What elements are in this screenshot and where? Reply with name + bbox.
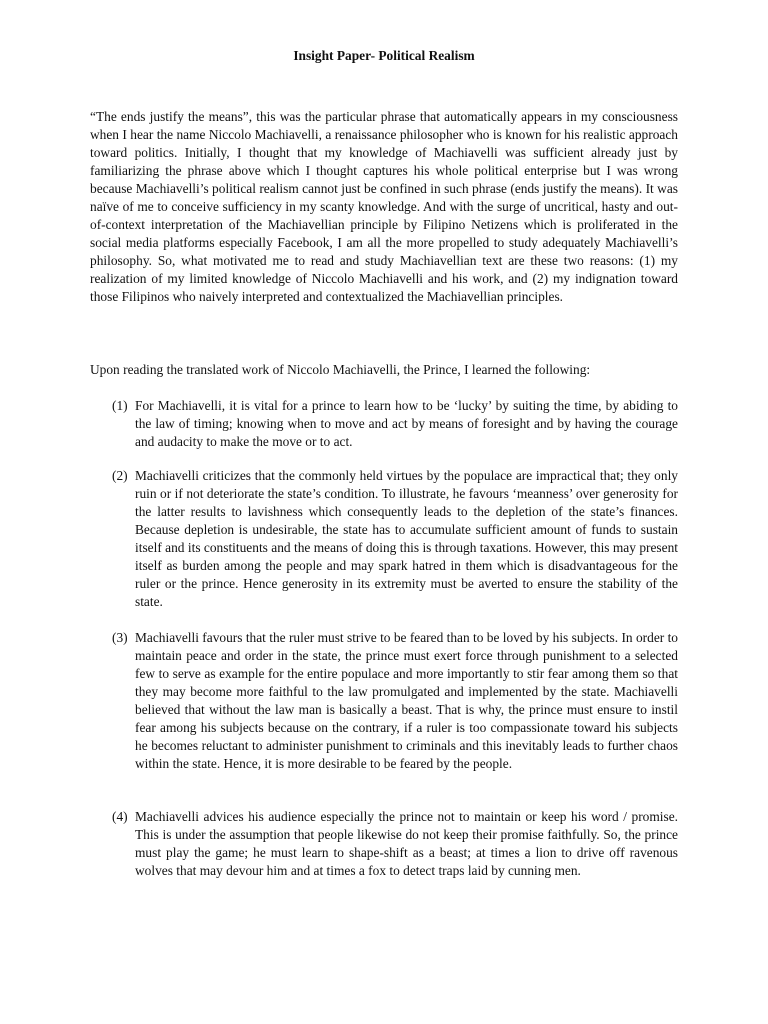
list-item-number: (4) xyxy=(112,809,128,824)
list-item-text: For Machiavelli, it is vital for a prince to learn how to be ‘lucky’ by suiting the time, by abiding to the law of timing; knowing when to move and act by means of foresight and by having the courage and audacity to make the move or to act. xyxy=(135,398,678,449)
list-item xyxy=(112,467,678,611)
list-item-text: Machiavelli criticizes that the commonly held virtues by the populace are impractical that; they only ruin or if not deteriorate the state’s condition. To illustrate, he favours ‘meanness’ over generosity for the latter results to lavishness which consequently leads to the depletion of the state’s finances. Because depletion is undesirable, the state has to accumulate sufficient amount of funds to sustain itself and its constituents and the means of doing this is through taxations. However, this may present itself as burden among the people and may spark hatred in them which is disadvantageous for the ruler or the prince. Hence generosity in its extremity must be averted to ensure the stability of the state. xyxy=(135,468,678,609)
list-item-number: (3) xyxy=(112,630,128,645)
lead-paragraph: Upon reading the translated work of Niccolo Machiavelli, the Prince, I learned the following: xyxy=(90,362,591,377)
list-item-number: (2) xyxy=(112,468,128,483)
document-title: Insight Paper- Political Realism xyxy=(293,48,475,63)
intro-paragraph: “The ends justify the means”, this was the particular phrase that automatically appears in my consciousness when I hear the name Niccolo Machiavelli, a renaissance philosopher who is known for his realistic approach toward politics. Initially, I thought that my knowledge of Machiavelli was sufficient already just by familiarizing the phrase above which I thought captures his whole political enterprise but I was wrong because Machiavelli’s political realism cannot just be confined in such phrase (ends justify the means). It was naïve of me to conceive sufficiency in my scanty knowledge. And with the surge of uncritical, hasty and out-of-context interpretation of the Machiavellian principle by Filipino Netizens which is proliferated in the social media platforms especially Facebook, I am all the more propelled to study adequately Machiavelli’s philosophy. So, what motivated me to read and study Machiavellian text are these two reasons: (1) my realization of my limited knowledge of Niccolo Machiavelli and his work, and (2) my indignation toward those Filipinos who naively interpreted and contextualized the Machiavellian principles. xyxy=(90,109,678,304)
list-item xyxy=(112,629,678,773)
list-item-number: (1) xyxy=(112,398,128,413)
list-item-text: Machiavelli favours that the ruler must strive to be feared than to be loved by his subjects. In order to maintain peace and order in the state, the prince must exert force through punishment to a selected few to serve as example for the entire populace and more importantly to stir fear among them so that they may become more faithful to the law promulgated and implemented by the state. Machiavelli believed that without the law man is basically a beast. That is why, the prince must ensure to instil fear among his subjects because on the contrary, if a ruler is too compassionate toward his subjects he becomes reluctant to administer punishment to criminals and this inevitably leads to further chaos within the state. Hence, it is more desirable to be feared by the people. xyxy=(135,630,678,771)
list-item-text: Machiavelli advices his audience especially the prince not to maintain or keep his word / promise. This is under the assumption that people likewise do not keep their promise faithfully. So, the prince must play the game; he must learn to shape-shift as a beast; at times a lion to drive off ravenous wolves that may devour him and at times a fox to detect traps laid by cunning men. xyxy=(135,809,678,878)
list-item xyxy=(112,808,678,880)
list-item xyxy=(112,397,678,451)
